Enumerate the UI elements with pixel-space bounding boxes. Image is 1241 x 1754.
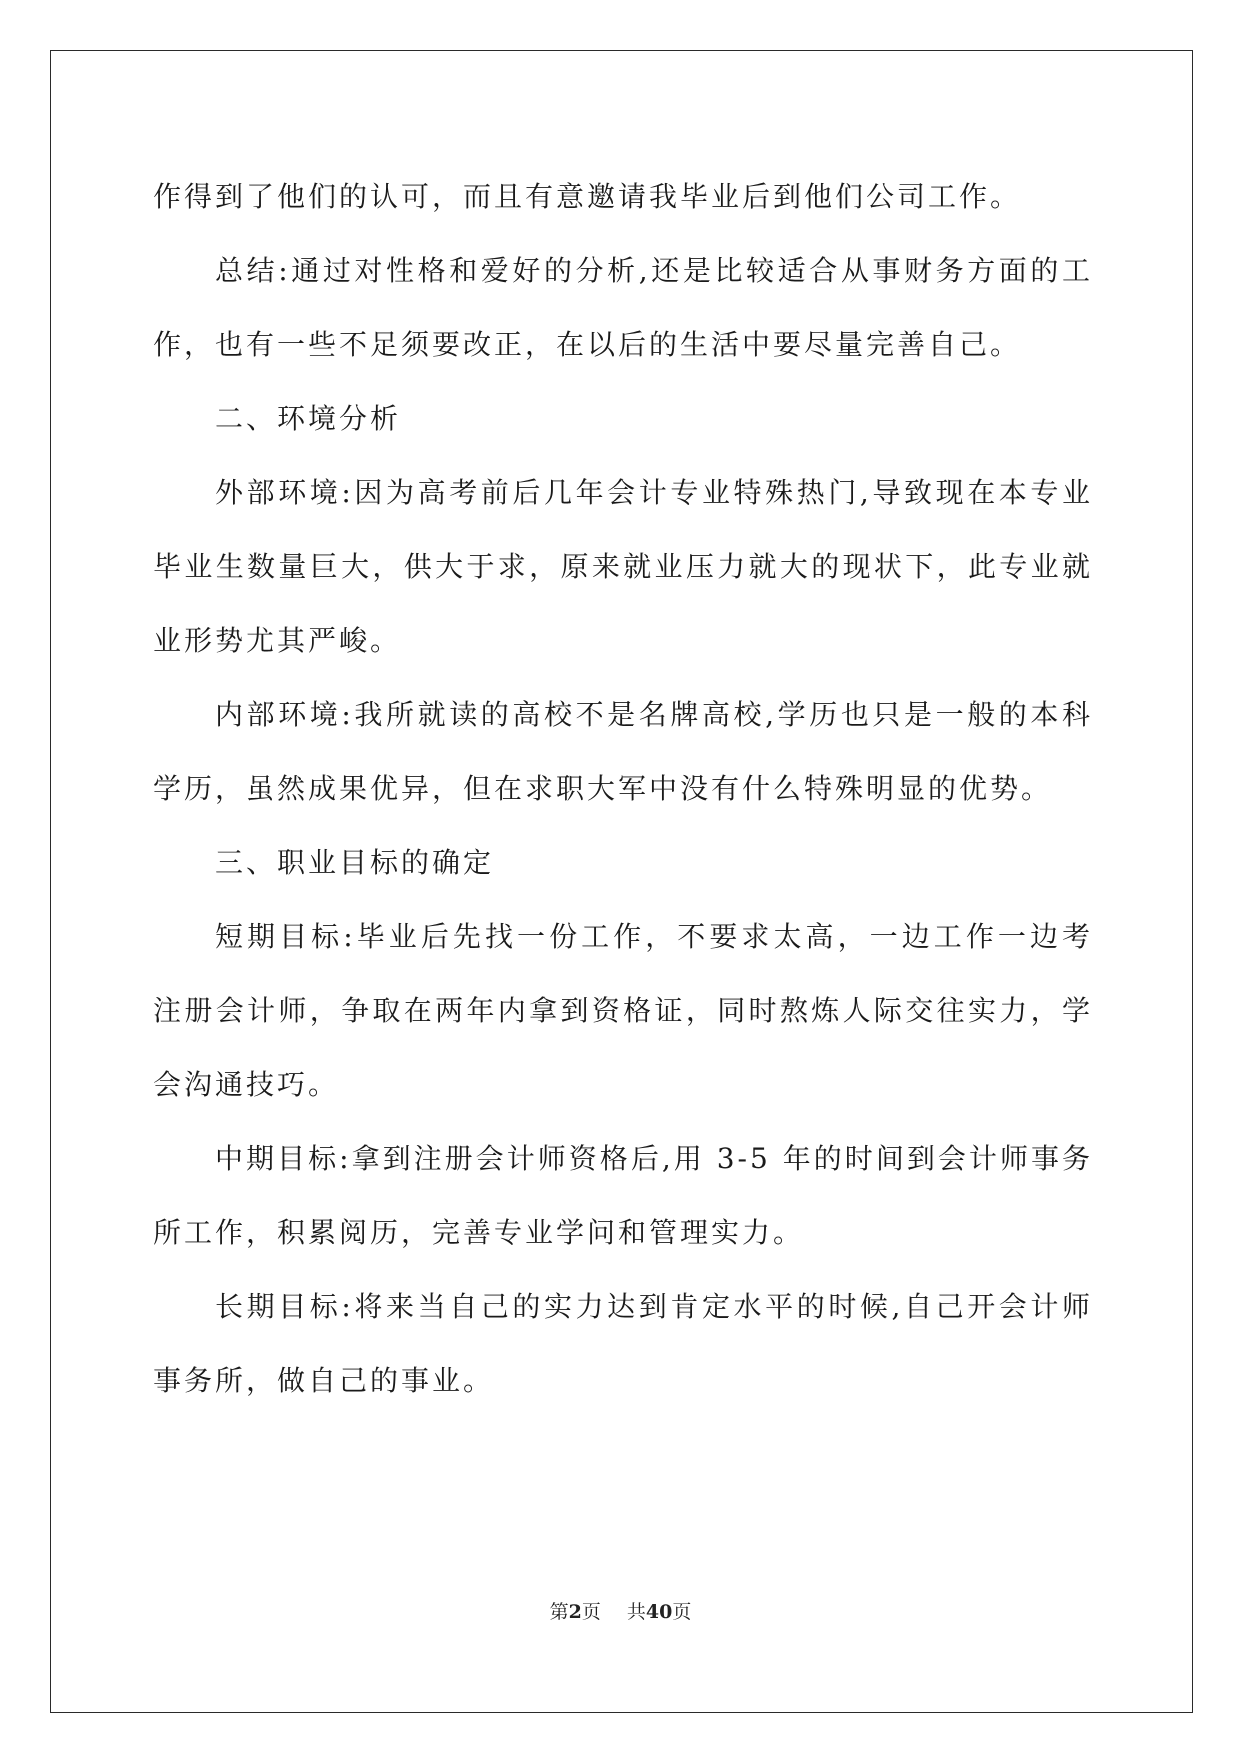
total-suffix: 页 [672, 1601, 692, 1623]
section-heading-environment: 二、环境分析 [215, 402, 402, 435]
page-number: 2 [568, 1601, 582, 1623]
total-prefix: 共 [626, 1601, 646, 1623]
page-footer [0, 1600, 1241, 1624]
total-pages: 40 [645, 1601, 673, 1623]
paragraph-2: 总结:通过对性格和爱好的分析,还是比较适合从事财务方面的工作，也有一些不足须要改正，在以后的生活中要尽量完善自己。 [153, 254, 1093, 361]
document-body [153, 160, 1093, 1418]
page-prefix: 第 [549, 1601, 569, 1623]
section-heading-career-goals: 三、职业目标的确定 [215, 846, 495, 879]
paragraph-long-term-goal: 长期目标:将来当自己的实力达到肯定水平的时候,自己开会计师事务所，做自己的事业。 [153, 1290, 1093, 1397]
paragraph-short-term-goal: 短期目标:毕业后先找一份工作，不要求太高，一边工作一边考注册会计师，争取在两年内拿到资格证，同时熬炼人际交往实力，学会沟通技巧。 [153, 920, 1093, 1101]
paragraph-internal-environment: 内部环境:我所就读的高校不是名牌高校,学历也只是一般的本科学历，虽然成果优异，但在求职大军中没有什么特殊明显的优势。 [153, 698, 1093, 805]
page-suffix: 页 [581, 1601, 601, 1623]
paragraph-external-environment: 外部环境:因为高考前后几年会计专业特殊热门,导致现在本专业毕业生数量巨大，供大于求，原来就业压力就大的现状下，此专业就业形势尤其严峻。 [153, 476, 1093, 657]
paragraph-1: 作得到了他们的认可，而且有意邀请我毕业后到他们公司工作。 [153, 180, 1022, 213]
paragraph-mid-term-goal: 中期目标:拿到注册会计师资格后,用 3-5 年的时间到会计师事务所工作，积累阅历，完善专业学问和管理实力。 [153, 1142, 1093, 1249]
